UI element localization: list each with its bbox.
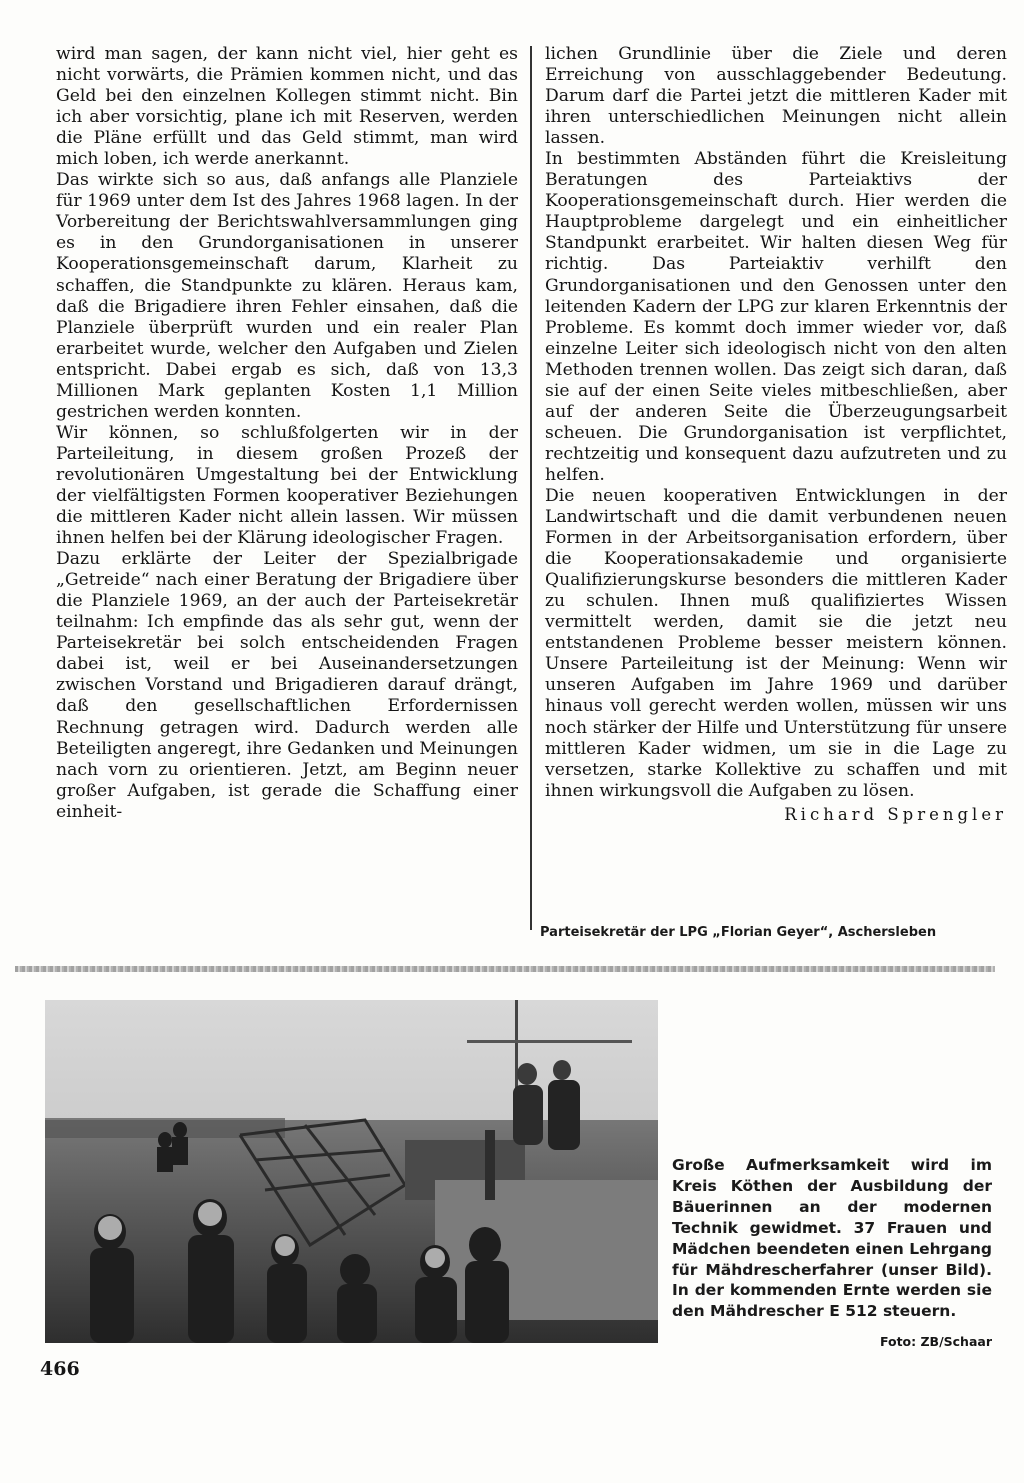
section-divider <box>15 966 995 972</box>
left-paragraph-3: Wir können, so schlußfolgerten wir in der Parteileitung, in diesem großen Prozeß der revolutionären Umgestaltung bei der Entwicklung der vielfältigsten Formen kooperativer Beziehungen die mittleren Kader nicht allein lassen. Wir müssen ihnen helfen bei der Klärung ideologischer Fragen. <box>56 422 518 549</box>
column-divider <box>530 46 532 930</box>
photo-caption: Große Aufmerksamkeit wird im Kreis Köthen der Ausbildung der Bäuerinnen an der modernen Technik gewidmet. 37 Frauen und Mädchen beendeten einen Lehrgang für Mähdrescherfahrer (unser Bild). In der kommenden Ernte werden sie den Mähdrescher E 512 steuern. <box>672 1156 992 1321</box>
author-signature: Richard Sprengler <box>784 804 1007 824</box>
left-paragraph-1: wird man sagen, der kann nicht viel, hier geht es nicht vorwärts, die Prämien kommen nicht, und das Geld bei den einzelnen Kollegen stimmt nicht. Bin ich aber vorsichtig, plane ich mit Reserven, werden die Pläne erfüllt und das Geld stimmt, man wird mich loben, ich werde anerkannt. <box>56 44 518 170</box>
right-paragraph-2: In bestimmten Abständen führt die Kreisleitung Beratungen des Parteiaktivs der Kooperationsgemeinschaft durch. Hier werden die Hauptprobleme dargelegt und ein einheitlicher Standpunkt erarbeitet. Wir halten diesen Weg für richtig. Das Parteiaktiv verhilft den Grundorganisationen und den Genossen unter den leitenden Kadern der LPG zur klaren Erkenntnis der Probleme. Es kommt doch immer wieder vor, daß einzelne Leiter sich ideologisch nicht von den alten Methoden trennen wollen. Das zeigt sich daran, daß sie auf der einen Seite vieles mitbeschließen, aber auf der anderen Seite die Überzeugungsarbeit scheuen. Die Grundorganisation ist verpflichtet, rechtzeitig und konsequent dazu aufzutreten und zu helfen. <box>545 149 1007 485</box>
left-paragraph-2: Das wirkte sich so aus, daß anfangs alle Planziele für 1969 unter dem Ist des Jahres 1968 lagen. In der Vorbereitung der Berichtswahlversammlungen ging es in den Grundorganisationen in unserer Kooperationsgemeinschaft darum, Klarheit zu schaffen, die Standpunkte zu klären. Heraus kam, daß die Brigadiere ihren Fehler einsahen, daß die Planziele überprüft wurden und ein realer Plan erarbeitet wurde, welcher den Aufgaben und Zielen entspricht. Dabei ergab es sich, daß von 13,3 Millionen Mark geplanten Kosten 1,1 Million gestrichen werden konnten. <box>56 170 518 422</box>
photo-illustration <box>45 1000 658 1343</box>
harvester-photo <box>45 1000 658 1343</box>
left-column <box>56 44 518 823</box>
right-column <box>545 44 1007 825</box>
right-paragraph-1: lichen Grundlinie über die Ziele und deren Erreichung von ausschlaggebender Bedeutung. Darum darf die Partei jetzt die mittleren Kader mit ihren unterschiedlichen Meinungen nicht allein lassen. <box>545 44 1007 149</box>
right-paragraph-3: Die neuen kooperativen Entwicklungen in der Landwirtschaft und die damit verbundenen neuen Formen in der Arbeitsorganisation erfordern, über die Kooperationsakademie und organisierte Qualifizierungskurse besonders die mittleren Kader zu schulen. Ihnen muß qualifiziertes Wissen vermittelt werden, damit sie die jetzt neu entstandenen Probleme besser meistern können. Unsere Parteileitung ist der Meinung: Wenn wir unseren Aufgaben im Jahre 1969 und darüber hinaus voll gerecht werden wollen, müssen wir uns noch stärker der Hilfe und Unterstützung für unsere mittleren Kader widmen, um sie in die Lage zu versetzen, starke Kollektive zu schaffen und mit ihnen wirkungsvoll die Aufgaben zu lösen. <box>545 485 1007 801</box>
left-paragraph-4: Dazu erklärte der Leiter der Spezialbrigade „Getreide“ nach einer Beratung der Brigadiere über die Planziele 1969, an der auch der Parteisekretär teilnahm: Ich empfinde das als sehr gut, wenn der Parteisekretär bei solch entscheidenden Fragen dabei ist, weil er bei Auseinandersetzungen zwischen Vorstand und Brigadieren darauf drängt, daß den gesellschaftlichen Erfordernissen Rechnung getragen wird. Dadurch werden alle Beteiligten angeregt, ihre Gedanken und Meinungen nach vorn zu orientieren. Jetzt, am Beginn neuer großer Aufgaben, ist gerade die Schaffung einer einheit- <box>56 549 518 822</box>
photo-credit: Foto: ZB/Schaar <box>879 1334 992 1349</box>
page-number: 466 <box>40 1358 80 1380</box>
author-role: Parteisekretär der LPG „Florian Geyer“, Aschersleben <box>540 925 937 940</box>
